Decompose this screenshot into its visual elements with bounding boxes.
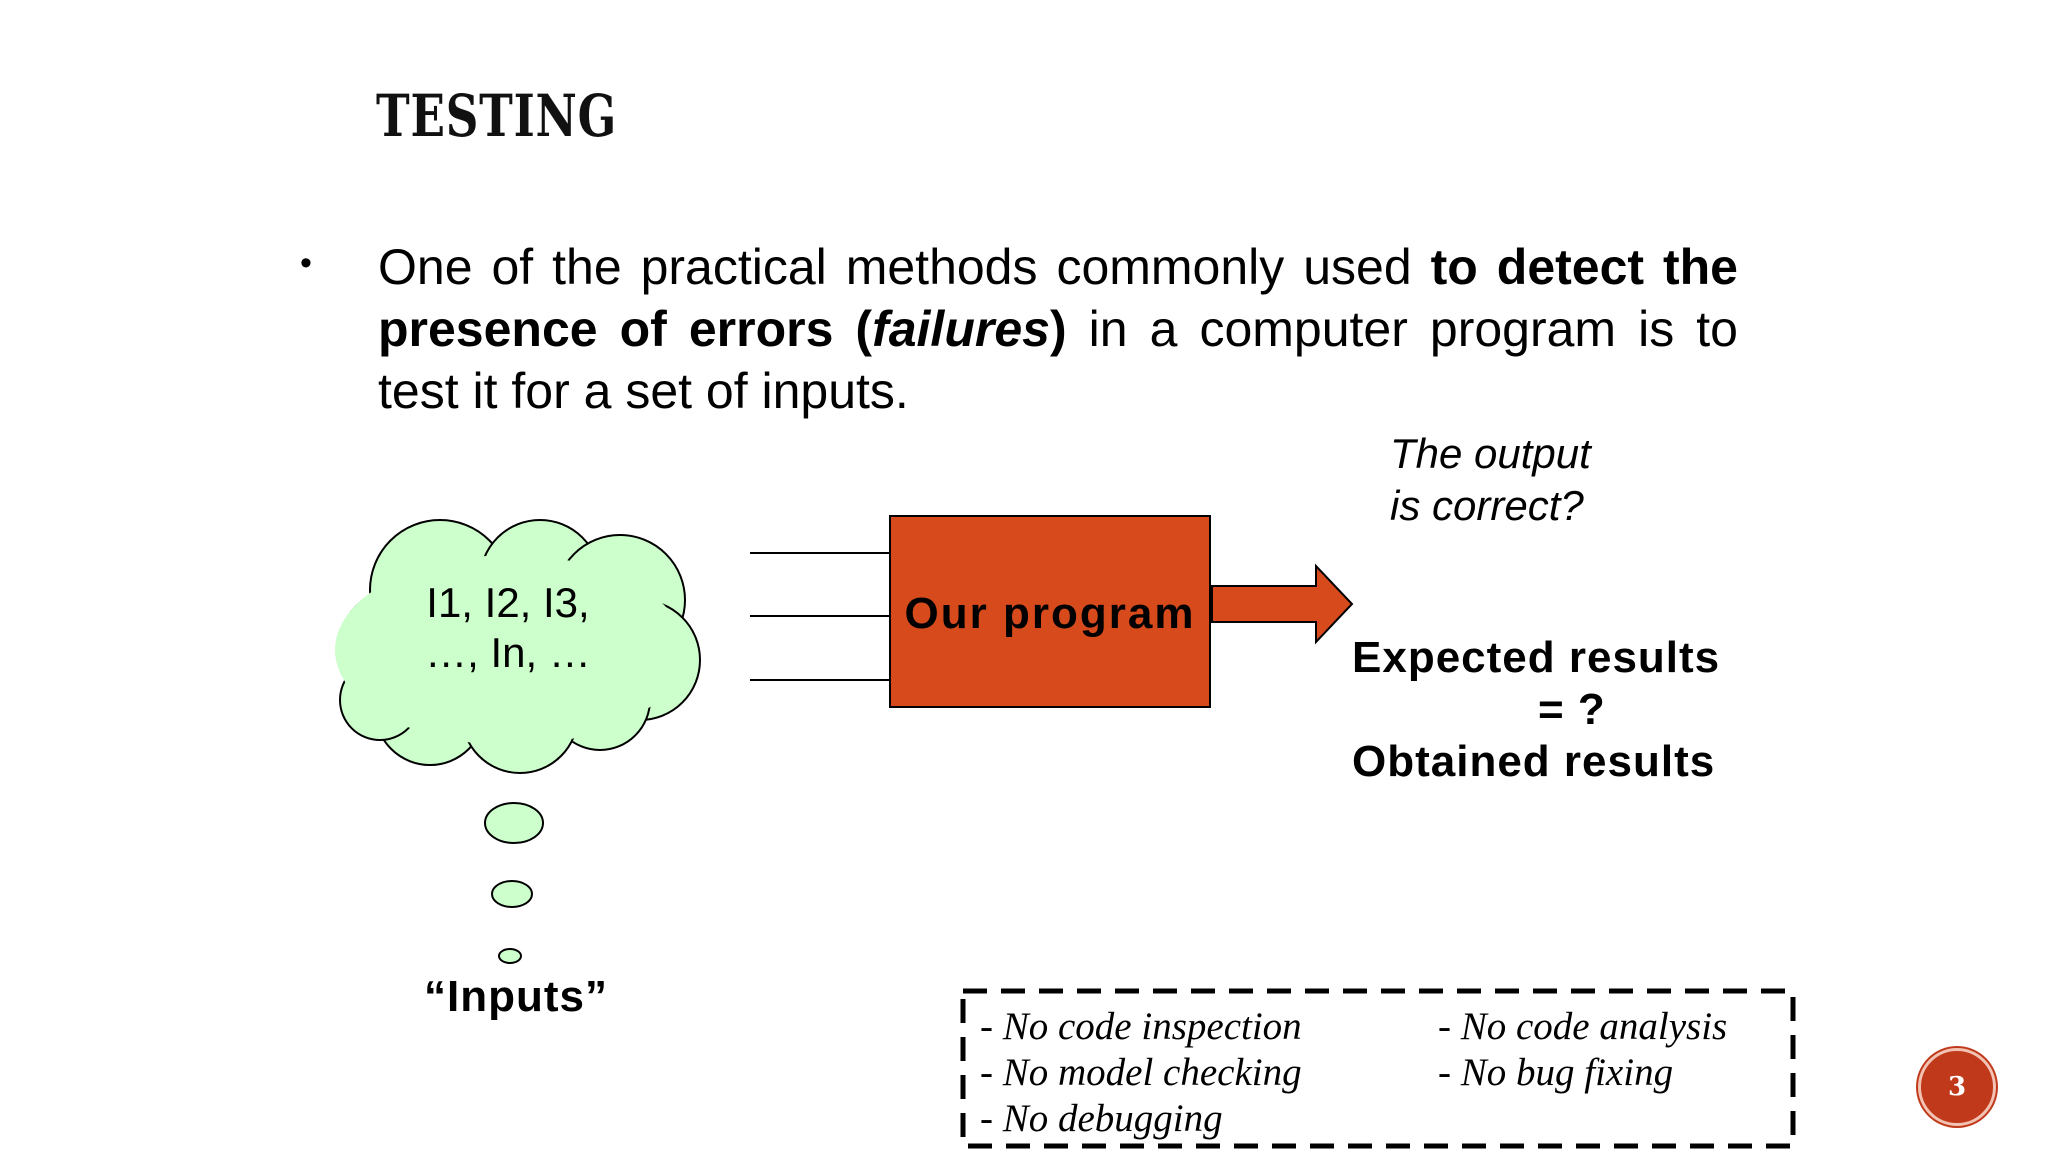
note-no-code-inspection: - No code inspection <box>980 1005 1302 1048</box>
output-question-line-1: The output <box>1390 430 1591 477</box>
bullet-text-part2: in a computer program is to test it for a set of inputs. <box>378 301 1738 419</box>
note-no-debugging: - No debugging <box>980 1097 1223 1140</box>
bullet-text-failures: failures <box>872 301 1050 357</box>
slide-title: TESTING <box>376 82 618 150</box>
thought-bubbles <box>485 803 543 963</box>
bullet-text-bold: to detect the presence of errors (failures) <box>378 239 1738 357</box>
output-question-line-2: is correct? <box>1390 482 1584 529</box>
input-lines <box>750 553 890 680</box>
expected-results: Expected results <box>1352 633 1721 682</box>
output-arrow <box>1212 566 1352 642</box>
thought-bubble-medium <box>492 881 532 907</box>
thought-bubble-large <box>485 803 543 843</box>
cloud-line-2: …, In, … <box>425 629 591 676</box>
equals-question: = ? <box>1538 685 1606 734</box>
inputs-label: “Inputs” <box>424 972 608 1021</box>
obtained-results: Obtained results <box>1352 737 1716 786</box>
thought-bubble-small <box>499 949 521 963</box>
bullet-text-part1: One of the practical methods commonly used <box>378 239 1431 295</box>
results-comparison <box>1352 632 1752 788</box>
output-question <box>1390 428 1690 532</box>
note-no-code-analysis: - No code analysis <box>1438 1005 1728 1048</box>
cloud-inputs-text <box>388 578 628 678</box>
cloud-line-1: I1, I2, I3, <box>426 579 590 626</box>
program-label: Our program <box>904 589 1196 638</box>
note-no-model-checking: - No model checking <box>980 1051 1302 1094</box>
bullet-icon: • <box>300 244 312 282</box>
page-number-badge: 3 <box>1918 1048 1996 1126</box>
note-no-bug-fixing: - No bug fixing <box>1438 1051 1674 1094</box>
